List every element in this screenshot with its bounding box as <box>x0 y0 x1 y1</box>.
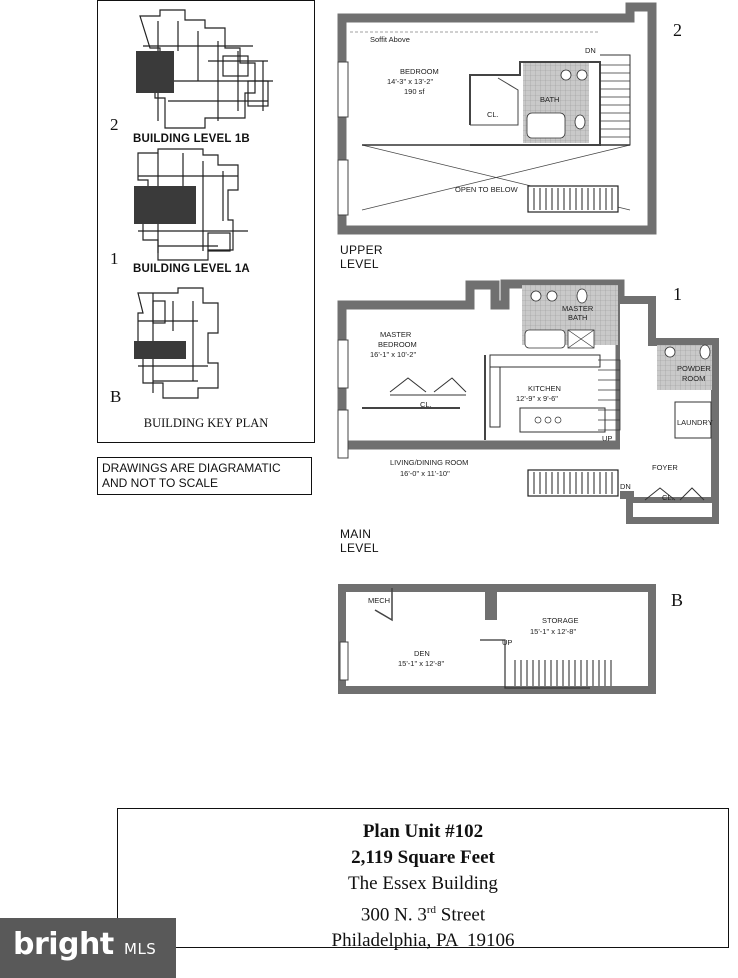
plan-unit-label: Plan Unit #102 <box>362 821 484 842</box>
street-address <box>118 897 728 928</box>
basement-up-label: UP <box>502 638 513 647</box>
upper-dn-label: DN <box>585 46 596 55</box>
basement-den-dims: 15'-1" x 12'-8" <box>398 659 445 668</box>
basement-den-label: DEN <box>414 649 430 658</box>
logo-suffix: MLS <box>124 940 157 958</box>
upper-closet-label: CL. <box>487 110 499 119</box>
disclaimer-box <box>97 457 312 495</box>
main-master-bath-line-2: BATH <box>568 313 588 322</box>
upper-bedroom-dims: 14'-3" x 13'-2" <box>387 77 434 86</box>
key-level-label-1a: BUILDING LEVEL 1A <box>133 263 250 275</box>
building-name: The Essex Building <box>348 873 498 894</box>
street-number: 300 N. 3 <box>360 904 427 926</box>
key-level-marker-2: 2 <box>110 115 119 134</box>
disclaimer-line-1: DRAWINGS ARE DIAGRAMATIC <box>102 461 281 475</box>
basement-storage-dims: 15'-1" x 12'-8" <box>530 627 577 636</box>
key-level-marker-b: B <box>110 387 122 406</box>
main-living-dims: 16'-0" x 11'-10" <box>400 469 450 478</box>
disclaimer-line-2: AND NOT TO SCALE <box>102 476 219 490</box>
upper-bedroom-area: 190 sf <box>404 87 425 96</box>
logo-wordmark: bright <box>13 927 114 962</box>
main-dn-label: DN <box>620 482 631 491</box>
basement-storage-label: STORAGE <box>542 616 579 625</box>
main-master-bedroom-dims: 16'-1" x 10'-2" <box>370 350 417 359</box>
city-line: Philadelphia, PA 19106 <box>331 930 515 952</box>
upper-open-label: OPEN TO BELOW <box>455 185 518 194</box>
upper-bedroom-label: BEDROOM <box>400 67 439 76</box>
basement-mech-label: MECH <box>368 596 391 605</box>
upper-level-name: UPPER LEVEL <box>340 243 383 271</box>
key-plan-unit-1b <box>136 51 174 93</box>
main-foyer-label: FOYER <box>652 463 678 472</box>
main-kitchen-label: KITCHEN <box>528 384 561 393</box>
main-master-bedroom-line-1: MASTER <box>380 330 412 339</box>
main-level-name: MAIN LEVEL <box>340 527 379 555</box>
key-plan-unit-1a <box>134 186 196 224</box>
main-master-bedroom-line-2: BEDROOM <box>378 340 417 349</box>
main-master-bath-line-1: MASTER <box>562 304 594 313</box>
square-feet-label: 2,119 Square Feet <box>351 847 495 868</box>
main-foyer-closet-label: CL. <box>662 493 674 502</box>
main-powder-line-2: ROOM <box>682 374 706 383</box>
main-powder-line-1: POWDER <box>677 364 711 373</box>
basement-level-marker: B <box>671 590 684 610</box>
street-name: Street <box>436 904 486 926</box>
main-up-label: UP <box>602 434 613 443</box>
upper-level-plan <box>338 7 652 230</box>
main-level-marker: 1 <box>673 284 682 304</box>
upper-bath-label: BATH <box>540 95 560 104</box>
key-level-marker-1: 1 <box>110 249 119 268</box>
key-plan-title: BUILDING KEY PLAN <box>143 416 269 430</box>
building-key-plan <box>97 0 315 443</box>
street-ordinal: rd <box>426 904 437 916</box>
brightmls-logo <box>0 918 176 978</box>
key-plan-unit-b <box>134 341 186 359</box>
basement-plan <box>340 584 652 690</box>
main-closet-label: CL. <box>420 400 432 409</box>
key-plan-drawing <box>98 1 316 444</box>
main-level-plan <box>338 284 715 520</box>
main-laundry-label: LAUNDRY <box>677 418 713 427</box>
upper-soffit-label: Soffit Above <box>370 35 410 44</box>
key-level-label-1b: BUILDING LEVEL 1B <box>133 133 250 145</box>
main-kitchen-dims: 12'-9" x 9'-6" <box>516 394 558 403</box>
upper-level-marker: 2 <box>673 20 682 40</box>
main-living-label: LIVING/DINING ROOM <box>390 458 469 467</box>
